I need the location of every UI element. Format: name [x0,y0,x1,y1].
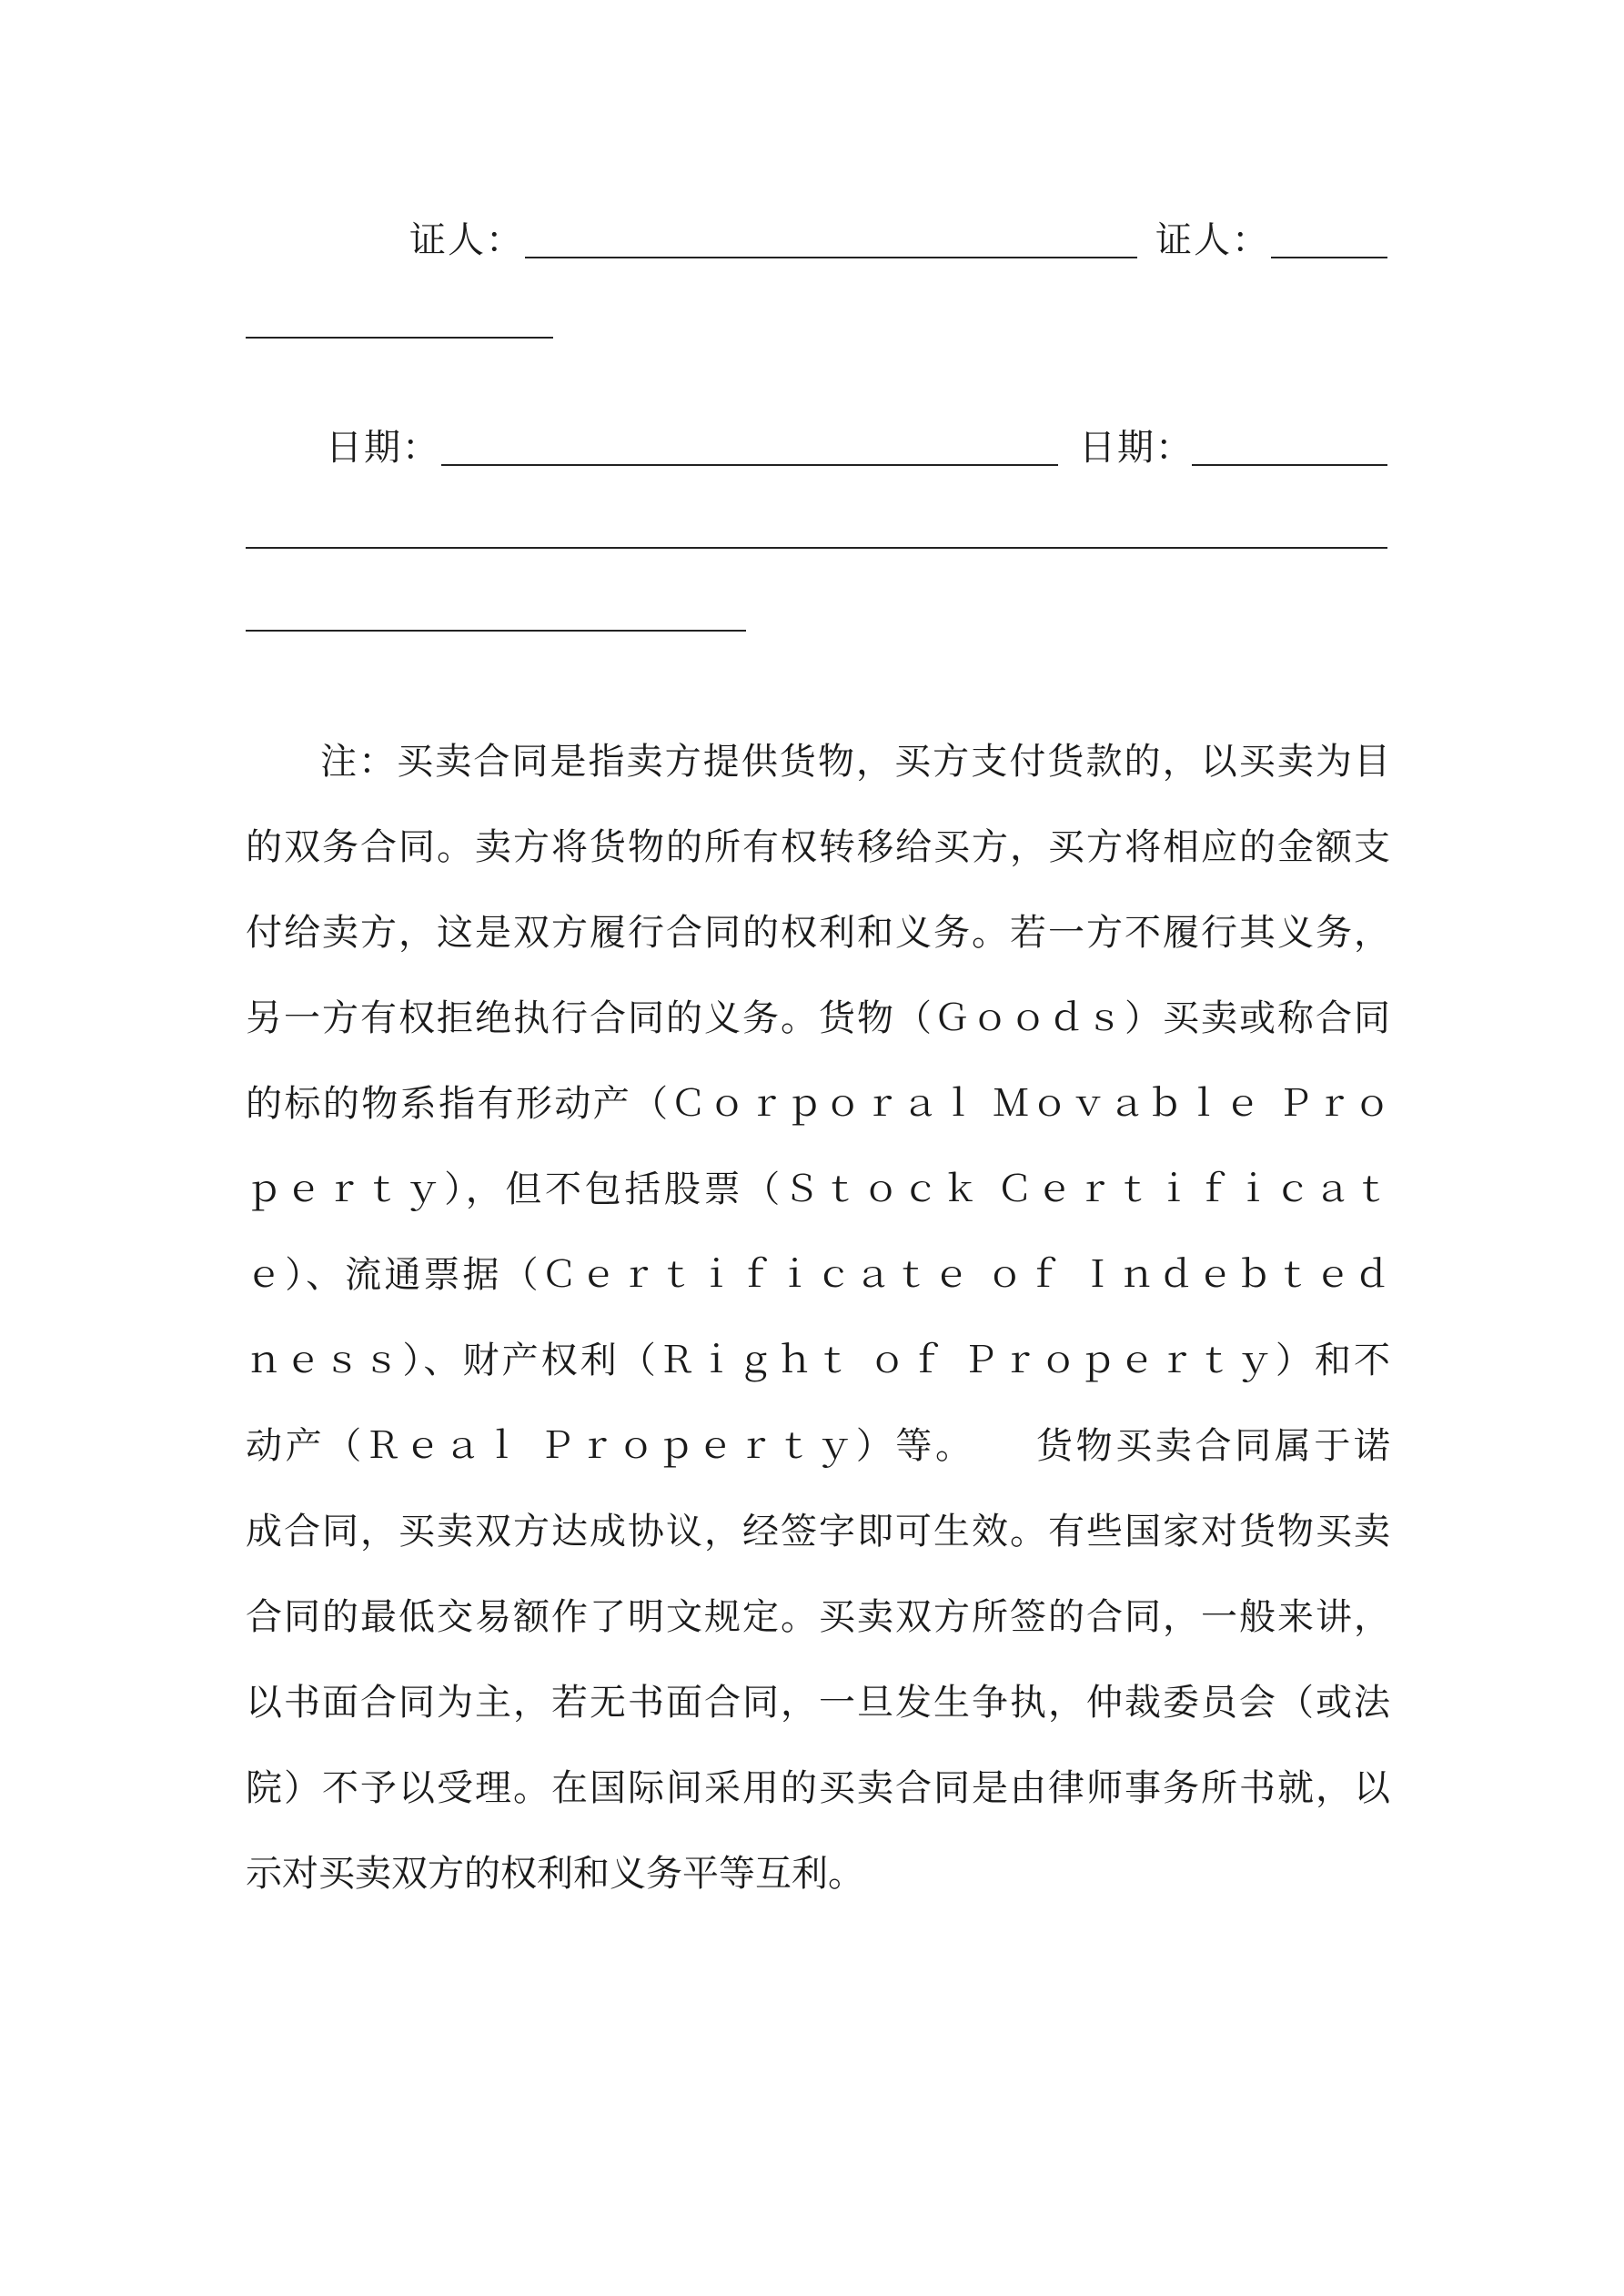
note-line: 付给卖方，这是双方履行合同的权利和义务。若一方不履行其义务， [246,912,1390,954]
note-line: 院）不予以受理。在国际间采用的买卖合同是由律师事务所书就，以 [246,1767,1390,1809]
witness-signature-line-continuation[interactable] [246,337,553,339]
note-line: ｐｅｒｔｙ），但不包括股票（Ｓｔｏｃｋ Ｃｅｒｔｉｆｉｃａｔ [246,1168,1390,1210]
note-line: 动产（Ｒｅａｌ Ｐｒｏｐｅｒｔｙ）等。 货物买卖合同属于诺 [246,1425,1390,1467]
note-line: 的双务合同。卖方将货物的所有权转移给买方，买方将相应的金额支 [246,826,1390,868]
date-label-right: 日期： [1079,427,1194,469]
note-line: 的标的物系指有形动产（Ｃｏｒｐｏｒａｌ Ｍｏｖａｂｌｅ Ｐｒｏ [246,1083,1390,1125]
note-line: 另一方有权拒绝执行合同的义务。货物（Ｇｏｏｄｓ）买卖或称合同 [246,997,1390,1039]
note-line: ｅ）、流通票据（Ｃｅｒｔｉｆｉｃａｔｅ ｏｆ Ｉｎｄｅｂｔｅｄ [246,1254,1390,1296]
date-line-right[interactable] [1192,464,1387,466]
note-line: 成合同，买卖双方达成协议，经签字即可生效。有些国家对货物买卖 [246,1511,1390,1553]
note-paragraph [246,719,1390,1917]
witness-label-left: 证人： [409,219,524,261]
note-line: 合同的最低交易额作了明文规定。买卖双方所签的合同，一般来讲， [246,1596,1390,1638]
date-line-continuation-1[interactable] [246,547,1387,549]
date-line-continuation-2[interactable] [246,630,746,632]
witness-label-right: 证人： [1155,219,1270,261]
note-line: 以书面合同为主，若无书面合同，一旦发生争执，仲裁委员会（或法 [246,1682,1390,1724]
witness-signature-line-right[interactable] [1271,257,1387,258]
witness-signature-line-left[interactable] [525,257,1137,258]
note-line: 注：买卖合同是指卖方提供货物，买方支付货款的，以买卖为目 [320,741,1390,783]
date-label-left: 日期： [326,427,440,469]
note-line: 示对买卖双方的权利和义务平等互利。 [246,1853,864,1895]
date-line-left[interactable] [441,464,1058,466]
note-line: ｎｅｓｓ）、财产权利（Ｒｉｇｈｔ ｏｆ Ｐｒｏｐｅｒｔｙ）和不 [246,1340,1390,1381]
